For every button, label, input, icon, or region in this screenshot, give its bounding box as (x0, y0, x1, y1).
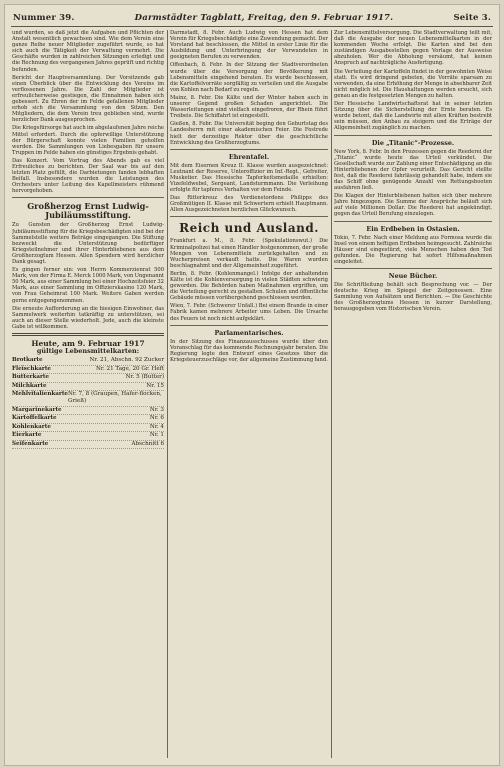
article-paragraph: Der Hessische Landwirtschaftsrat hat in seiner letzten Sitzung über die Sicherstellung der Ernte beraten. Es wurde betont, daß die Landwirte mit allen Kräften bestrebt sein müssen, den Anbau zu steigern und die Erträge der Allgemeinheit zugänglich zu machen. (334, 101, 492, 132)
divider (334, 268, 492, 269)
header-rule (11, 26, 493, 27)
article-paragraph: Die Schriftleitung behält sich Besprechung vor. — Der deutsche Krieg im Spiegel der Zeitgenossen. Eine Sammlung von Aufsätzen und Berichten. — Die Geschichte des Großherzogtums Hessen in kurzer Darstellung, herausgegeben vom Historischen Verein. (334, 282, 492, 313)
ration-card-list (12, 339, 164, 449)
column-right (334, 30, 492, 760)
divider (12, 333, 164, 336)
column-divider (167, 30, 168, 758)
list-item: Brotkarte Nr. 21, Abschn. 92 Zucker (12, 357, 164, 365)
article-paragraph: Mit dem Eisernen Kreuz II. Klasse wurden ausgezeichnet: Leutnant der Reserve, Unteroffizier im Inf.-Regt., Gefreiter, Musketier. Das Hessische Tapferkeitsmedaille erhielten: Vizefeldwebel, Sergeant, Landsturmmann. Die Verleihung erfolgte für tapferes Verhalten vor dem Feinde. (170, 162, 328, 194)
column-divider (331, 30, 332, 758)
column-left (12, 30, 164, 760)
divider (334, 221, 492, 222)
article-paragraph: Mainz, 8. Febr. Die Kälte und der Winter haben auch in unserer Gegend großen Schaden angerichtet. Die Wasserleitungen sind vielfach eingefroren, der Rhein führt Treibeis. Die Schiffahrt ist eingestellt. (170, 94, 328, 120)
article-paragraph: Tokio, 7. Febr. Nach einer Meldung aus Formosa wurde die Insel von einem heftigen Erdbeben heimgesucht. Zahlreiche Häuser sind eingestürzt, viele Menschen haben den Tod gefunden. Die Regierung hat sofort Hilfsmaßnahmen eingeleitet. (334, 234, 492, 265)
divider (170, 325, 328, 326)
article-paragraph: Wien, 7. Febr. (Schwerer Unfall.) Bei einem Brande in einer Fabrik kamen mehrere Arbeiter ums Leben. Die Ursache des Feuers ist noch nicht aufgeklärt. (170, 303, 328, 322)
article-paragraph: Offenbach, 8. Febr. In der Sitzung der Stadtverordneten wurde über die Versorgung der Bevölkerung mit Lebensmitteln eingehend beraten. Es wurde beschlossen, die Kartoffelvorräte sorgfältig zu verteilen und die Ausgabe von Kohlen nach Bedarf zu regeln. (170, 62, 328, 93)
article-heading: Neue Bücher. (388, 272, 438, 280)
article-heading: Ehrentafel. (228, 152, 270, 161)
article-paragraph: Frankfurt a. M., 8. Febr. (Spekulationswut.) Die Kriminalpolizei hat einen Händler festgenommen, der große Mengen von Lebensmitteln zurückgehalten und zu Wucherpreisen verkauft hatte. Die Waren wurden beschlagnahmt und der Allgemeinheit zugeführt. (170, 238, 328, 269)
page-number: Seite 3. (453, 13, 491, 23)
page-header (13, 11, 491, 25)
divider (170, 216, 328, 217)
list-item: Mehlvitalienkarte Nr. 7, 8 (Graupen, Hafer-flocken, Grieß) (12, 391, 164, 407)
list-item: Fleischkarte Nr. 21 Tage, 20 Gr. Heft (12, 366, 164, 374)
list-item: Milchkarte Nr. 15 (12, 383, 164, 391)
article-paragraph: Das Ritterkreuz des Verdienstordens Philipps des Großmütigen II. Klasse mit Schwertern erhielt Hauptmann. Allen Ausgezeichneten herzlichen Glückwunsch. (170, 195, 328, 214)
article-paragraph: Das Konzert. Vom Vortrag des Abends gab es viel Erfreuliches zu berichten. Der Saal war bis auf den letzten Platz gefüllt, die Darbietungen fanden lebhaften Beifall. Insbesondere wurden die Leistungen des Orchesters unter Leitung des Kapellmeisters rühmend hervorgehoben. (12, 157, 164, 195)
article-paragraph: In der Sitzung des Finanzausschusses wurde über den Voranschlag für das kommende Rechnungsjahr beraten. Die Regierung legte den Entwurf eines Gesetzes über die Kriegsteuerzuschläge vor, der allgemeine Zustimmung fand. (170, 338, 328, 363)
article-paragraph: Berlin, 8. Febr. (Kohlenmangel.) Infolge der anhaltenden Kälte ist die Kohlenversorgung in vielen Städten schwierig geworden. Die Behörden haben Maßnahmen ergriffen, um die Verteilung gerecht zu gestalten. Schulen und öffentliche Gebäude müssen vorübergehend geschlossen werden. (170, 270, 328, 302)
article-paragraph: Die erneute Aufforderung an die hiesigen Einwohner, das Sammelwerk weiterhin tatkräftig zu unterstützen, sei auch an dieser Stelle wiederholt. Jede, auch die kleinste Gabe ist willkommen. (12, 305, 164, 330)
ration-subtitle: gültige Lebensmittelkarten: (36, 347, 140, 356)
article-paragraph: Zur Lebensmittelversorgung. Die Stadtverwaltung teilt mit, daß die Ausgabe der neuen Lebensmittelkarten in der kommenden Woche erfolgt. Die Karten sind bei den zuständigen Ausgabestellen gegen Vorlage der Ausweise abzuholen. Wer die Abholung versäumt, hat keinen Anspruch auf nachträgliche Ausfertigung. (334, 30, 492, 67)
article-paragraph: Gießen, 8. Febr. Die Universität beging den Geburtstag des Landesherrn mit einer akademischen Feier. Die Festrede hielt der derzeitige Rektor über die geschichtliche Entwicklung des Großherzogtums. (170, 121, 328, 146)
masthead: Darmstädter Tagblatt, Freitag, den 9. Februar 1917. (134, 13, 394, 23)
ration-title: Heute, am 9. Februar 1917 (31, 339, 145, 349)
list-item: Seifenkarte Abschnitt 6 (12, 441, 164, 449)
article-heading: Ein Erdbeben in Ostasien. (366, 224, 460, 233)
divider (170, 149, 328, 150)
article-paragraph: Bericht der Hauptversammlung. Der Vorsitzende gab einen Überblick über die Entwicklung des Vereins im verflossenen Jahre. Die Zahl der Mitglieder ist erfreulicherweise gestiegen, die Einnahmen haben sich gebessert. Zu Ehren der im Felde gefallenen Mitglieder erhob sich die Versammlung von den Sitzen. Den Mitgliedern, die dem Verein treu geblieben sind, wurde herzlicher Dank ausgesprochen. (12, 74, 164, 124)
article-paragraph: Die Klagen der Hinterbliebenen hatten sich über mehrere Jahre hingezogen. Die Summe der Ansprüche beläuft sich auf viele Millionen Dollar. Die Reederei hat angekündigt, gegen das Urteil Berufung einzulegen. (334, 193, 492, 218)
list-item: Margarinekarte Nr. 3 (12, 407, 164, 415)
article-paragraph: und wurden, so daß jetzt die Aufgaben und Pflichten der Anstalt wesentlich gewachsen sind. Wie dem Verein eine ganze Reihe neuer Mitglieder zugeführt wurde, so hat sich auch die Tätigkeit der Verwaltung vermehrt. Die Geschäfte wurden in zahlreichen Sitzungen erledigt und die Rechnung des vergangenen Jahres geprüft und richtig befunden. (12, 30, 164, 73)
divider (334, 135, 492, 136)
article-heading: Die „Titanic“-Prozesse. (371, 138, 455, 147)
list-item: Butterkarte Nr. 5 (Butter) (12, 374, 164, 382)
article-paragraph: Es gingen ferner ein: von Herrn Kommerzienrat 500 Mark, von der Firma E. Merck 1000 Mark, von Ungenannt 50 Mark, aus einer Sammlung bei einer Hochzeitsfeier 32 Mark, aus einer Sammlung im Offizierskasino 120 Mark, von Frau Geheimrat 100 Mark. Weitere Gaben werden gerne entgegengenommen. (12, 267, 164, 304)
article-paragraph: Die Verteilung der Kartoffeln findet in der gewohnten Weise statt. Es wird dringend gebeten, die Vorräte sparsam zu verwenden, da eine Erhöhung der Menge in absehbarer Zeit nicht möglich ist. Die Haushaltungen werden ersucht, sich genau an die festgesetzten Mengen zu halten. (334, 68, 492, 99)
article-paragraph: Die Kriegsfürsorge hat auch im abgelaufenen Jahre reiche Mittel erfordert. Durch die opferwillige Unterstützung der Bürgerschaft konnte vielen Familien geholfen werden. Die Sammlungen von Liebesgaben für unsere Truppen im Felde haben ein günstiges Ergebnis gehabt. (12, 125, 164, 156)
column-middle (170, 30, 328, 760)
article-paragraph: New York, 8. Febr. In den Prozessen gegen die Reederei der „Titanic“ wurde heute das Urteil verkündet. Die Gesellschaft wurde zur Zahlung einer Entschädigung an die Hinterbliebenen der Opfer verurteilt. Das Gericht stellte fest, daß die Reederei fahrlässig gehandelt habe, indem sie das Schiff ohne genügende Anzahl von Rettungsbooten ausfahren ließ. (334, 148, 492, 192)
article-heading: Großherzog Ernst Ludwig-Jubiläumsstiftung. (27, 201, 149, 221)
list-item: Kartoffelkarte Nr. 6 (12, 415, 164, 423)
newspaper-page (4, 4, 500, 766)
list-item: Kohlenkarte Nr. 4 (12, 424, 164, 432)
article-heading: Parlamentarisches. (214, 328, 284, 337)
article-paragraph: Zu Gunsten der Großherzog Ernst Ludwig-Jubiläumsstiftung für die Kriegsbeschädigten sind bei der Sammelstelle weitere Beträge eingegangen. Die Stiftung bezweckt die Unterstützung bedürftiger Kriegsteilnehmer und ihrer Hinterbliebenen aus dem Großherzogtum Hessen. Allen Spendern wird herzlicher Dank gesagt. (12, 222, 164, 265)
article-paragraph: Darmstadt, 8. Febr. Auch Ludwig von Hessen hat dem Verein für Kriegsbeschädigte eine Zuwendung gemacht. Der Vorstand hat beschlossen, die Mittel in erster Linie für die Ausbildung und Unterbringung der Verwundeten in geeigneten Berufen zu verwenden. (170, 30, 328, 61)
divider (12, 197, 164, 198)
section-heading: Reich und Ausland. (179, 221, 319, 236)
issue-number: Nummer 39. (13, 13, 75, 23)
list-item: Eierkarte Nr. 1 (12, 432, 164, 440)
